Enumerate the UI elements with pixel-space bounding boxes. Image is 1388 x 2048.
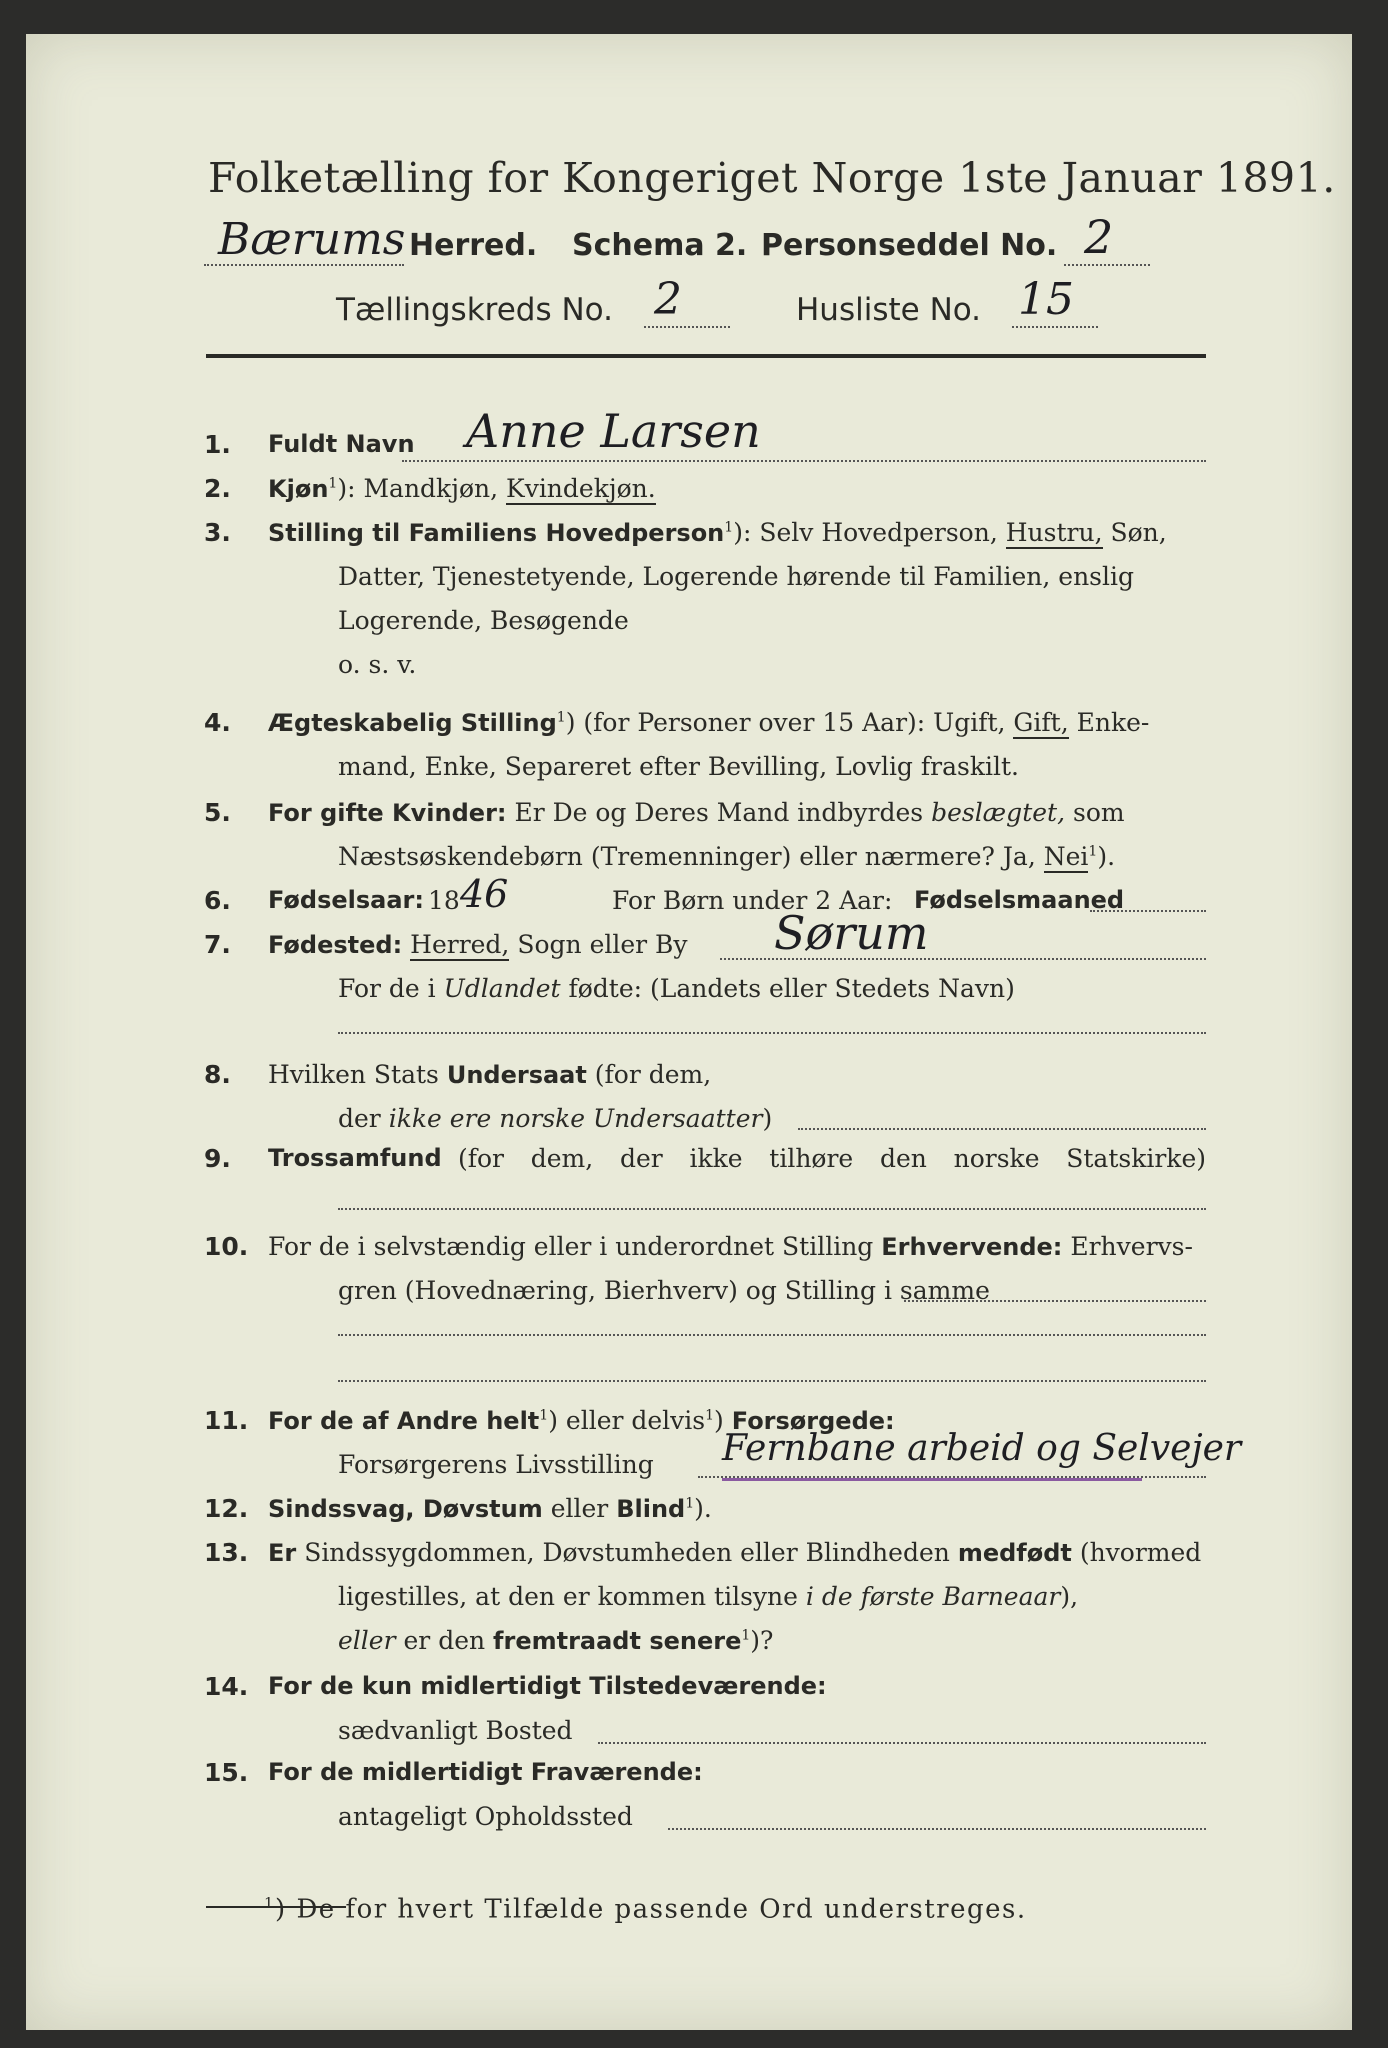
q13-label: Sindssygdommen,	[304, 1538, 535, 1567]
q3-number: 3.	[204, 518, 231, 547]
q5-number: 5.	[204, 798, 231, 827]
q2-number: 2.	[204, 474, 231, 503]
kreds-label: Tællingskreds No.	[336, 292, 613, 328]
header-rule	[206, 354, 1206, 358]
q14-label: For de kun midlertidigt Tilstedeværende:	[268, 1672, 827, 1700]
q11-number: 11.	[204, 1406, 249, 1435]
q7-selected-option: Herred,	[410, 930, 510, 959]
q12-label: Sindssvag, Døvstum	[268, 1495, 543, 1523]
husliste-value: 15	[1018, 274, 1074, 325]
q8-number: 8.	[204, 1060, 231, 1089]
q6-label: Fødselsaar:	[268, 886, 424, 914]
q2-selected-option: Kvindekjøn.	[506, 474, 656, 503]
footnote: $^1$) De for hvert Tilfælde passende Ord understreges.	[264, 1894, 1027, 1925]
q6-number: 6.	[204, 886, 231, 915]
question-5: 5. For gifte Kvinder: Er De og Deres Mand indbyrdes beslægtet, som Næstsøskendebørn (Tremenninger) eller nærmere? Ja, Nei$^1$).	[204, 798, 1125, 871]
q4-selected-option: Gift,	[1013, 708, 1069, 737]
q5-label: For gifte Kvinder:	[268, 799, 507, 827]
q10-number: 10.	[204, 1232, 249, 1261]
q4-number: 4.	[204, 708, 231, 737]
question-12: 12. Sindssvag, Døvstum eller Blind$^1$).	[204, 1494, 712, 1523]
herred-value: Bærums	[218, 214, 406, 265]
personseddel-value: 2	[1084, 210, 1114, 264]
q4-label: Ægteskabelig Stilling	[268, 709, 557, 737]
q11-provider-occupation: Fernbane arbeid og Selvejer	[722, 1428, 1242, 1469]
question-14: 14. For de kun midlertidigt Tilstedeværende: sædvanligt Bosted	[204, 1672, 1206, 1762]
q9-label: Trossamfund	[268, 1144, 442, 1172]
q6-birth-year: 46	[460, 872, 509, 916]
question-15: 15. For de midlertidigt Fraværende: antageligt Opholdssted	[204, 1758, 1206, 1848]
question-6: 6. Fødselsaar: 18 46 For Børn under 2 Aar: Fødselsmaaned	[204, 886, 1206, 926]
schema-label: Schema 2.	[572, 228, 748, 263]
q15-label: For de midlertidigt Fraværende:	[268, 1758, 703, 1786]
q10-label: Erhvervende:	[881, 1233, 1063, 1261]
q15-number: 15.	[204, 1758, 249, 1787]
q7-birthplace: Sørum	[774, 906, 929, 960]
q3-selected-option: Hustru,	[1005, 518, 1103, 547]
question-4: 4. Ægteskabelig Stilling$^1$) (for Personer over 15 Aar): Ugift, Gift, Enke- mand, Enke, Separeret efter Bevilling, Lovlig fraskilt.	[204, 708, 1150, 781]
q12-number: 12.	[204, 1494, 249, 1523]
question-7: 7. Fødested: Herred, Sogn eller By Sørum For de i Udlandet fødte: (Landets eller Stedets Navn)	[204, 930, 1206, 1070]
question-8: 8. Hvilken Stats Undersaat (for dem, der ikke ere norske Undersaatter)	[204, 1060, 1206, 1150]
question-10: 10. For de i selvstændig eller i underordnet Stilling Erhvervende: Erhvervs- gren (Hovednæring, Bierhverv) og Stilling i samme	[204, 1232, 1206, 1402]
question-11: 11. For de af Andre helt$^1$) eller delvis$^1$) Forsørgede: Forsørgerens Livsstilling Fernbane arbeid og Selvejer	[204, 1406, 1242, 1479]
q11-underline-mark	[722, 1478, 1142, 1481]
q1-value: Anne Larsen	[466, 404, 761, 458]
census-form-page	[26, 34, 1352, 2030]
husliste-label: Husliste No.	[796, 292, 982, 328]
q14-number: 14.	[204, 1672, 249, 1701]
herred-label: Herred.	[409, 228, 538, 263]
q2-label: Kjøn	[268, 475, 329, 503]
q3-label: Stilling til Familiens Hovedperson	[268, 519, 725, 547]
q1-number: 1.	[204, 430, 231, 459]
q1-label: Fuldt Navn	[268, 430, 415, 458]
q7-number: 7.	[204, 930, 231, 959]
question-1	[204, 404, 1206, 470]
form-title: Folketælling for Kongeriget Norge 1ste Januar 1891.	[208, 154, 1336, 202]
q7-label: Fødested:	[268, 931, 403, 959]
q9-number: 9.	[204, 1144, 231, 1173]
q13-number: 13.	[204, 1538, 249, 1567]
question-3: 3. Stilling til Familiens Hovedperson$^1$): Selv Hovedperson, Hustru, Søn, Datter, Tjenestetyende, Logerende hørende til Familien, enslig Logerende, Besøgende o. s. v.	[204, 518, 1167, 679]
q8-label: Undersaat	[446, 1061, 587, 1089]
question-9: 9. Trossamfund (for dem, der ikke tilhøre den norske Statskirke)	[204, 1144, 1206, 1224]
q5-selected-option: Nei	[1043, 842, 1089, 871]
q6-label2: Fødselsmaaned	[914, 886, 1125, 914]
q11-label: Forsørgede:	[731, 1407, 895, 1435]
personseddel-label: Personseddel No.	[761, 228, 1058, 263]
question-2: 2. Kjøn$^1$): Mandkjøn, Kvindekjøn.	[204, 474, 656, 503]
question-13: 13. Er Sindssygdommen, Døvstumheden eller Blindheden medfødt (hvormed ligestilles, at den er kommen tilsyne i de første Barneaar), eller er den fremtraadt senere$^1$)?	[204, 1538, 1202, 1655]
herred-line	[204, 210, 1244, 272]
kreds-value: 2	[654, 274, 682, 325]
kreds-line	[336, 274, 1156, 334]
